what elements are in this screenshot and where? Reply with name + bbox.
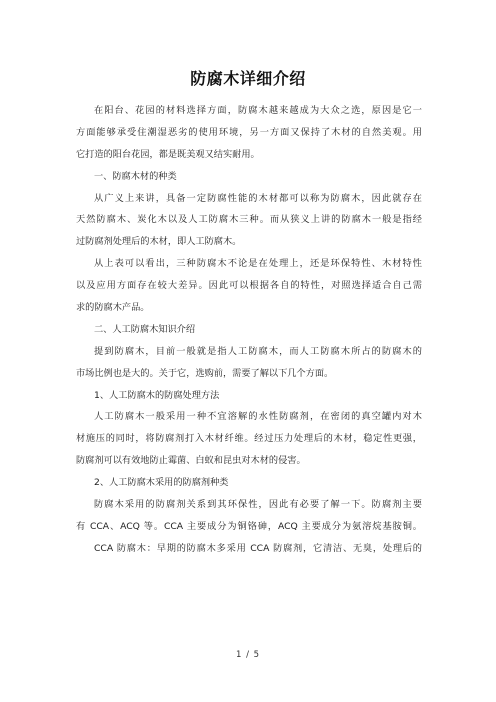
- body-line: 过防腐剂处理后的木材，即人工防腐木。: [76, 236, 242, 248]
- section-heading: 二、人工防腐木知识介绍: [94, 323, 196, 335]
- body-line: 从广义上来讲，具备一定防腐性能的木材都可以称为防腐木，因此就存在: [94, 192, 422, 204]
- document-body: [76, 100, 422, 560]
- body-line: 方面能够承受住潮湿恶劣的使用环境，另一方面又保持了木材的自然美观。用: [76, 126, 422, 138]
- body-line: 材施压的同时，将防腐剂打入木材纤维。经过压力处理后的木材，稳定性更强，: [76, 433, 422, 445]
- subsection-heading: 2、人工防腐木采用的防腐剂种类: [94, 477, 229, 489]
- body-line: 天然防腐木、炭化木以及人工防腐木三种。而从狭义上讲的防腐木一般是指经: [76, 214, 422, 226]
- body-line: 求的防腐木产品。: [76, 302, 150, 314]
- body-line: 人工防腐木一般采用一种不宜溶解的水性防腐剂，在密闭的真空罐内对木: [94, 411, 422, 423]
- subsection-heading: 1、人工防腐木的防腐处理方法: [94, 389, 220, 401]
- document-title: 防腐木详细介绍: [190, 69, 306, 88]
- body-line: 以及应用方面存在较大差异。因此可以根据各自的特性，对照选择适合自己需: [76, 280, 422, 292]
- body-line: 有 CCA、ACQ 等。CCA 主要成分为铜铬砷，ACQ 主要成分为氨溶烷基胺铜。: [76, 520, 422, 532]
- section-heading: 一、防腐木材的种类: [94, 170, 177, 182]
- body-line: 提到防腐木，目前一般就是指人工防腐木，而人工防腐木所占的防腐木的: [94, 345, 422, 357]
- body-line: 防腐剂可以有效地防止霉菌、白蚁和昆虫对木材的侵害。: [76, 455, 306, 467]
- body-line: 它打造的阳台花园，都是既美观又结实耐用。: [76, 148, 260, 160]
- body-line: 在阳台、花园的材料选择方面，防腐木越来越成为大众之选，原因是它一: [94, 105, 422, 116]
- body-line: 市场比例也是大的。关于它，选购前，需要了解以下几个方面。: [76, 367, 334, 379]
- page-number: 1 / 5: [235, 650, 261, 660]
- body-line: 防腐木采用的防腐剂关系到其环保性，因此有必要了解一下。防腐剂主要: [94, 499, 422, 511]
- body-line: 从上表可以看出，三种防腐木不论是在处理上，还是环保特性、木材特性: [94, 258, 422, 270]
- body-line: CCA 防腐木：早期的防腐木多采用 CCA 防腐剂，它清洁、无臭，处理后的: [94, 542, 422, 554]
